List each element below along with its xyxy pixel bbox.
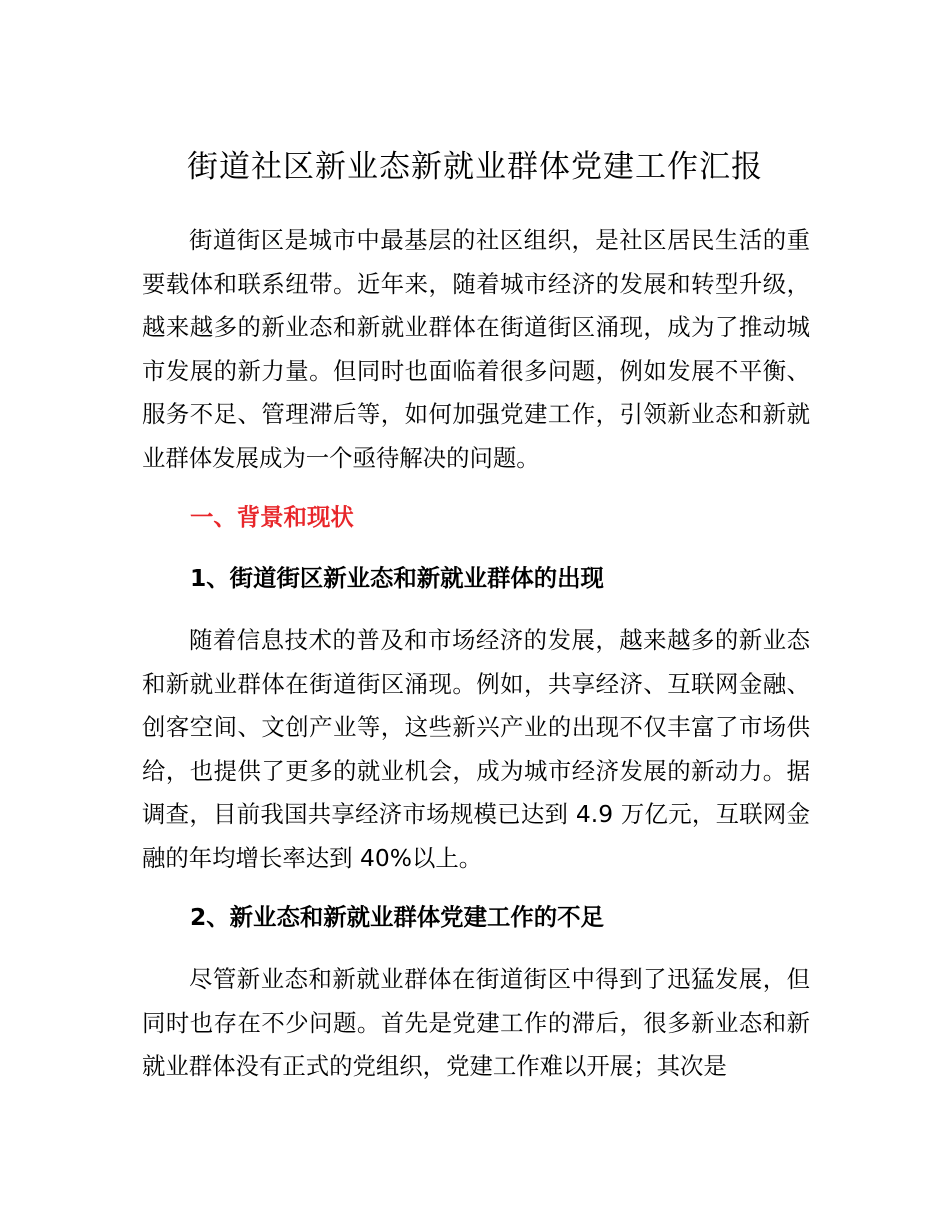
emergence-paragraph: 随着信息技术的普及和市场经济的发展，越来越多的新业态和新就业群体在街道街区涌现。例如，共享经济、互联网金融、创客空间、文创产业等，这些新兴产业的出现不仅丰富了市场供给，也提供了更多的就业机会，成为城市经济发展的新动力。据调查，目前我国共享经济市场规模已达到 4.9 万亿元，互联网金融的年均增长率达到 40%以上。 xyxy=(142,626,810,872)
subsection-heading-shortcomings: 2、新业态和新就业群体党建工作的不足 xyxy=(190,903,604,931)
section-heading-background: 一、背景和现状 xyxy=(190,503,354,531)
intro-paragraph: 街道街区是城市中最基层的社区组织，是社区居民生活的重要载体和联系纽带。近年来，随着城市经济的发展和转型升级，越来越多的新业态和新就业群体在街道街区涌现，成为了推动城市发展的新力量。但同时也面临着很多问题，例如发展不平衡、服务不足、管理滞后等，如何加强党建工作，引领新业态和新就业群体发展成为一个亟待解决的问题。 xyxy=(142,226,810,472)
shortcomings-paragraph: 尽管新业态和新就业群体在街道街区中得到了迅猛发展，但同时也存在不少问题。首先是党建工作的滞后，很多新业态和新就业群体没有正式的党组织，党建工作难以开展；其次是 xyxy=(142,965,810,1080)
subsection-heading-emergence: 1、街道街区新业态和新就业群体的出现 xyxy=(190,564,604,592)
document-title: 街道社区新业态新就业群体党建工作汇报 xyxy=(187,149,763,185)
